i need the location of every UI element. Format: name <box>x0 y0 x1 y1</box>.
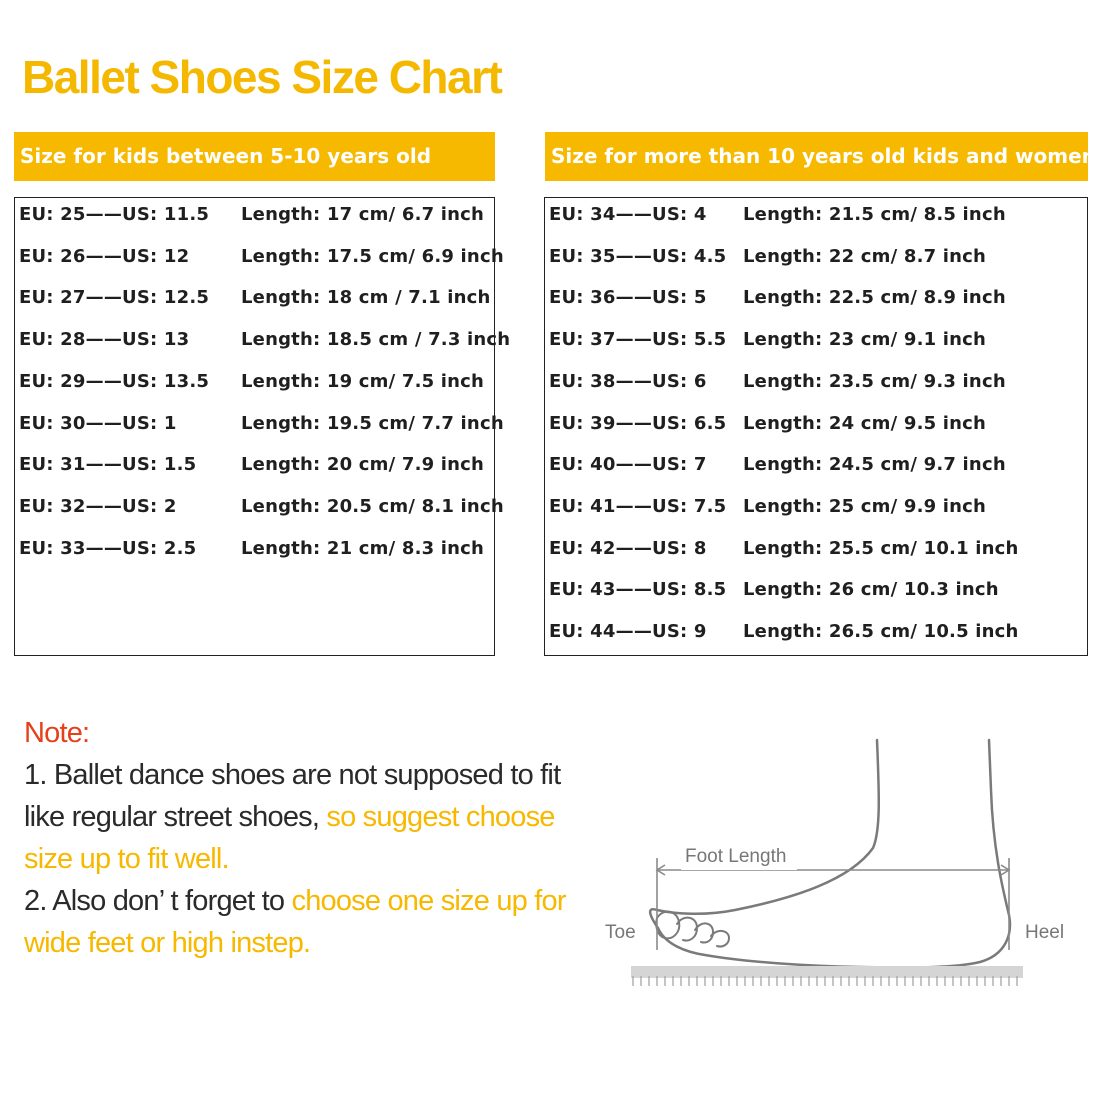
page-title: Ballet Shoes Size Chart <box>22 51 502 103</box>
size-conversion: EU: 27——US: 12.5 <box>19 287 210 309</box>
foot-length: Length: 24 cm/ 9.5 inch <box>743 412 987 434</box>
note-item-2-text: 2. Also don’ t forget to <box>24 885 292 917</box>
note-item-2-highlight: choose one size up for wide feet or high instep. <box>24 885 566 959</box>
size-conversion: EU: 36——US: 5 <box>549 287 707 309</box>
foot-length: Length: 26 cm/ 10.3 inch <box>743 579 999 601</box>
heel-label: Heel <box>1025 922 1065 943</box>
women-size-header: Size for more than 10 years old kids and women <box>545 132 1088 181</box>
size-conversion: EU: 34——US: 4 <box>549 204 707 225</box>
toe-2 <box>677 918 697 941</box>
size-conversion: EU: 37——US: 5.5 <box>549 329 727 351</box>
size-conversion: EU: 25——US: 11.5 <box>19 204 210 225</box>
foot-length: Length: 26.5 cm/ 10.5 inch <box>743 621 1019 642</box>
note-item-1-text: 1. Ballet dance shoes are not supposed to fit like regular street shoes, <box>24 759 561 833</box>
foot-length: Length: 22.5 cm/ 8.9 inch <box>743 287 1006 309</box>
kids-size-table <box>14 197 511 656</box>
size-conversion: EU: 32——US: 2 <box>19 495 177 517</box>
size-conversion: EU: 40——US: 7 <box>549 454 707 476</box>
foot-length: Length: 23.5 cm/ 9.3 inch <box>743 370 1006 392</box>
note-section <box>24 712 584 964</box>
foot-length: Length: 25.5 cm/ 10.1 inch <box>743 537 1019 559</box>
foot-length: Length: 22 cm/ 8.7 inch <box>743 245 987 267</box>
foot-length: Length: 17 cm/ 6.7 inch <box>241 204 485 225</box>
foot-length: Length: 25 cm/ 9.9 inch <box>743 495 987 517</box>
size-conversion: EU: 35——US: 4.5 <box>549 245 727 267</box>
size-conversion: EU: 28——US: 13 <box>19 329 190 351</box>
size-conversion: EU: 39——US: 6.5 <box>549 412 727 434</box>
size-conversion: EU: 30——US: 1 <box>19 412 177 434</box>
note-item-1-highlight: so suggest choose size up to fit well. <box>24 801 555 875</box>
size-conversion: EU: 41——US: 7.5 <box>549 495 727 517</box>
foot-length: Length: 23 cm/ 9.1 inch <box>743 329 987 351</box>
note-header: Note: <box>24 717 90 749</box>
women-size-table <box>544 197 1088 656</box>
foot-length: Length: 19.5 cm/ 7.7 inch <box>241 412 504 434</box>
toe-3 <box>695 923 713 942</box>
foot-length-label: Foot Length <box>685 846 787 867</box>
foot-length: Length: 21 cm/ 8.3 inch <box>241 537 485 559</box>
note-item-2 <box>24 880 584 964</box>
toe-label: Toe <box>605 922 636 943</box>
size-conversion: EU: 26——US: 12 <box>19 245 190 267</box>
foot-length: Length: 21.5 cm/ 8.5 inch <box>743 204 1006 225</box>
foot-length: Length: 18 cm / 7.1 inch <box>241 287 491 309</box>
size-conversion: EU: 42——US: 8 <box>549 537 707 559</box>
note-item-1 <box>24 754 584 880</box>
size-conversion: EU: 44——US: 9 <box>549 621 707 642</box>
foot-length: Length: 19 cm/ 7.5 inch <box>241 370 485 392</box>
size-conversion: EU: 31——US: 1.5 <box>19 454 197 476</box>
size-conversion: EU: 43——US: 8.5 <box>549 579 727 601</box>
foot-length-diagram <box>595 730 1065 1000</box>
foot-length: Length: 18.5 cm / 7.3 inch <box>241 329 511 351</box>
foot-length: Length: 20.5 cm/ 8.1 inch <box>241 495 504 517</box>
size-conversion: EU: 38——US: 6 <box>549 370 707 392</box>
toe-1 <box>656 912 679 939</box>
foot-length: Length: 24.5 cm/ 9.7 inch <box>743 454 1006 476</box>
size-conversion: EU: 33——US: 2.5 <box>19 537 197 559</box>
foot-length: Length: 17.5 cm/ 6.9 inch <box>241 245 504 267</box>
kids-size-header: Size for kids between 5-10 years old <box>14 132 495 181</box>
foot-length: Length: 20 cm/ 7.9 inch <box>241 454 485 476</box>
size-conversion: EU: 29——US: 13.5 <box>19 370 210 392</box>
toe-4 <box>711 931 729 947</box>
floor-bar <box>631 966 1023 978</box>
